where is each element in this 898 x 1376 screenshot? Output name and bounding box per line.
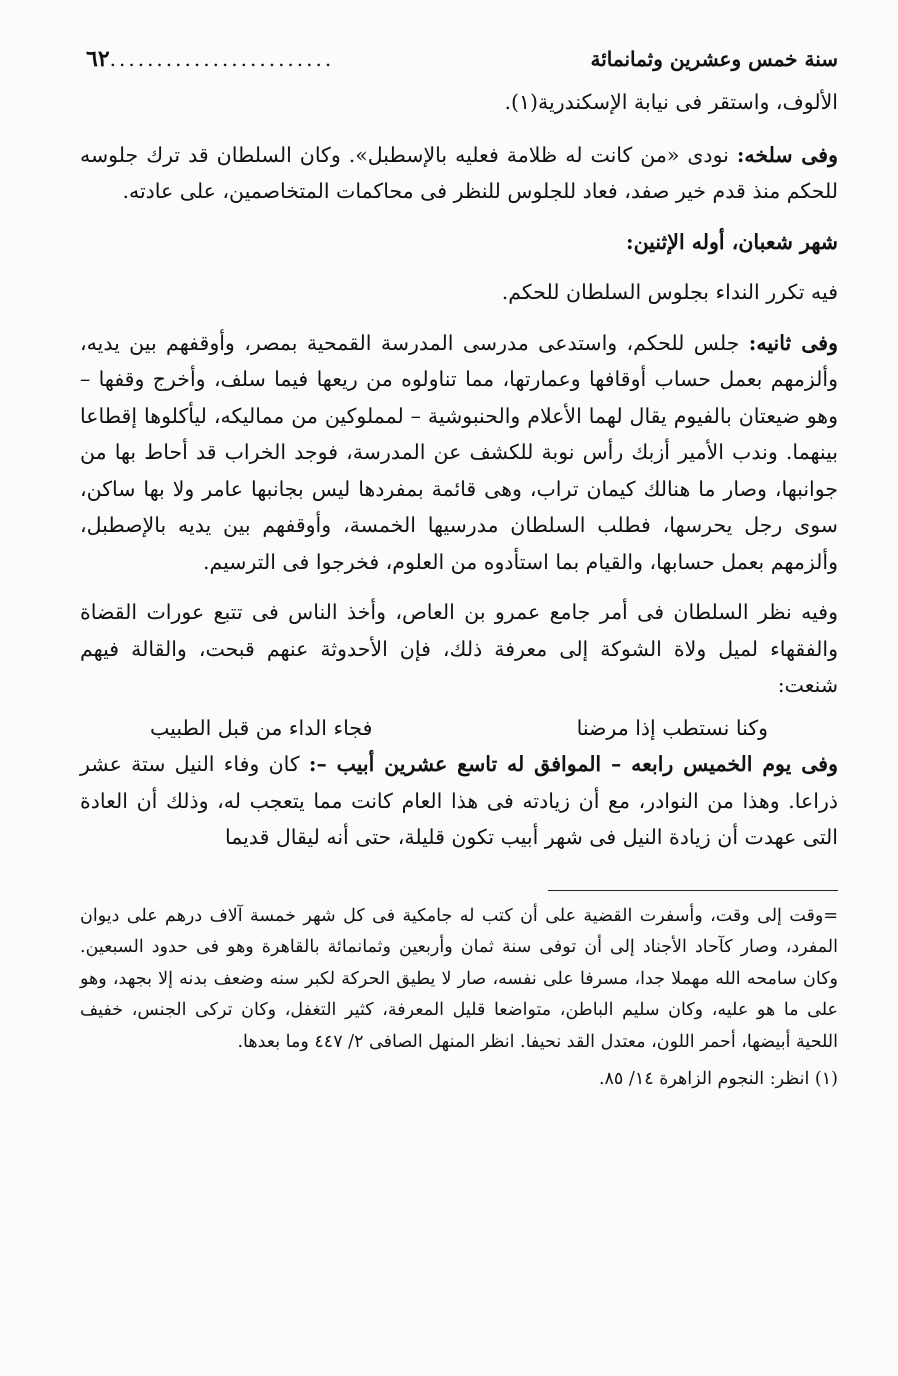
paragraph-2 [80,137,838,210]
main-text [80,84,838,856]
paragraph-2-text: نودى «من كانت له ظلامة فعليه بالإسطبل». وكان السلطان قد ترك جلوسه للحكم منذ قدم خير صفد، فعاد للجلوس للنظر فى محاكمات المتخاصمين، على عادته. [80,142,838,203]
footnote-continued: =وقت إلى وقت، وأسفرت القضية على أن كتب له جامكية فى كل شهر خمسة آلاف درهم على ديوان المفرد، وصار كآحاد الأجناد إلى أن توفى سنة ثمان وأربعين وثمانمائة بالقاهرة وهو فى حدود السبعين. وكان سامحه الله مهملا جدا، مسرفا على نفسه، صار لا يطيق الحركة لكبر سنه وضعف بدنه إلا بجهد، وهو على ما هو عليه، وكان سليم الباطن، متواضعا قليل المعرفة، كثير التغفل، وكان تركى الجنس، خفيف اللحية أبيضها، أحمر اللون، معتدل القد نحيفا. انظر المنهل الصافى ٢/ ٤٤٧ وما بعدها. [80,905,838,1052]
paragraph-6 [80,746,838,856]
header-dot-leader: ........................ [109,47,335,71]
paragraph-2-lead: وفى سلخه: [736,142,839,167]
poem-second-hemistich: فجاء الداء من قبل الطبيب [150,715,373,740]
footnote-divider [548,890,838,891]
footnotes [80,901,838,1096]
paragraph-5: وفيه نظر السلطان فى أمر جامع عمرو بن العاص، وأخذ الناس فى تتبع عورات القضاة والفقهاء لميل ولاة الشوكة إلى معرفة ذلك، فإن الأحدوثة عنهم قبحت، والقالة فيهم شنعت: [80,600,838,697]
paragraph-1: الألوف، واستقر فى نيابة الإسكندرية(١). [504,90,838,114]
page-number: ٦٢ [86,46,110,72]
poem-verse [80,710,838,747]
paragraph-6-text: كان وفاء النيل ستة عشر ذراعا. وهذا من النوادر، مع أن زيادته فى هذا العام كانت مما يتعجب له، وذلك أن العادة التى عهدت أن زيادة النيل فى شهر أبيب تكون قليلة، حتى أنه ليقال قديما [80,752,838,849]
paragraph-4 [80,325,838,581]
footnote-1: (١) انظر: النجوم الزاهرة ١٤/ ٨٥. [598,1069,838,1089]
paragraph-4-text: جلس للحكم، واستدعى مدرسى المدرسة القمحية بمصر، وأوقفهم بين يديه، وألزمهم بعمل حساب أوقافها وعمارتها، مما تناولوه من ريعها فيما سلف، وأخرج وقفها – وهو ضيعتان بالفيوم يقال لهما الأعلام والحنبوشية – لمملوكين من مماليكه، ليأكلوها إقطاعا بينهما. وندب الأمير أزبك رأس نوبة للكشف عن المدرسة، فوجد الخراب قد أحاط بها من جوانبها، وصار ما هنالك كيمان تراب، وهى قائمة بمفردها ليس بجانبها عامر ولا بها ساكن، سوى رجل يحرسها، فطلب السلطان مدرسيها الخمسة، وأوقفهم بين يديه بالإصطبل، وألزمهم بعمل حسابها، والقيام بما استأدوه من العلوم، فخرجوا فى الترسيم. [80,330,838,574]
paragraph-6-lead: وفى يوم الخميس رابعه – الموافق له تاسع عشرين أبيب –: [308,752,839,776]
running-header [80,46,838,84]
poem-first-hemistich: وكنا نستطب إذا مرضنا [576,715,768,740]
header-number-group [80,46,334,72]
section-heading: شهر شعبان، أوله الإثنين: [626,229,838,254]
paragraph-4-lead: وفى ثانيه: [748,330,838,355]
paragraph-3: فيه تكرر النداء بجلوس السلطان للحكم. [501,280,838,304]
header-title: سنة خمس وعشرين وثمانمائة [590,47,838,71]
